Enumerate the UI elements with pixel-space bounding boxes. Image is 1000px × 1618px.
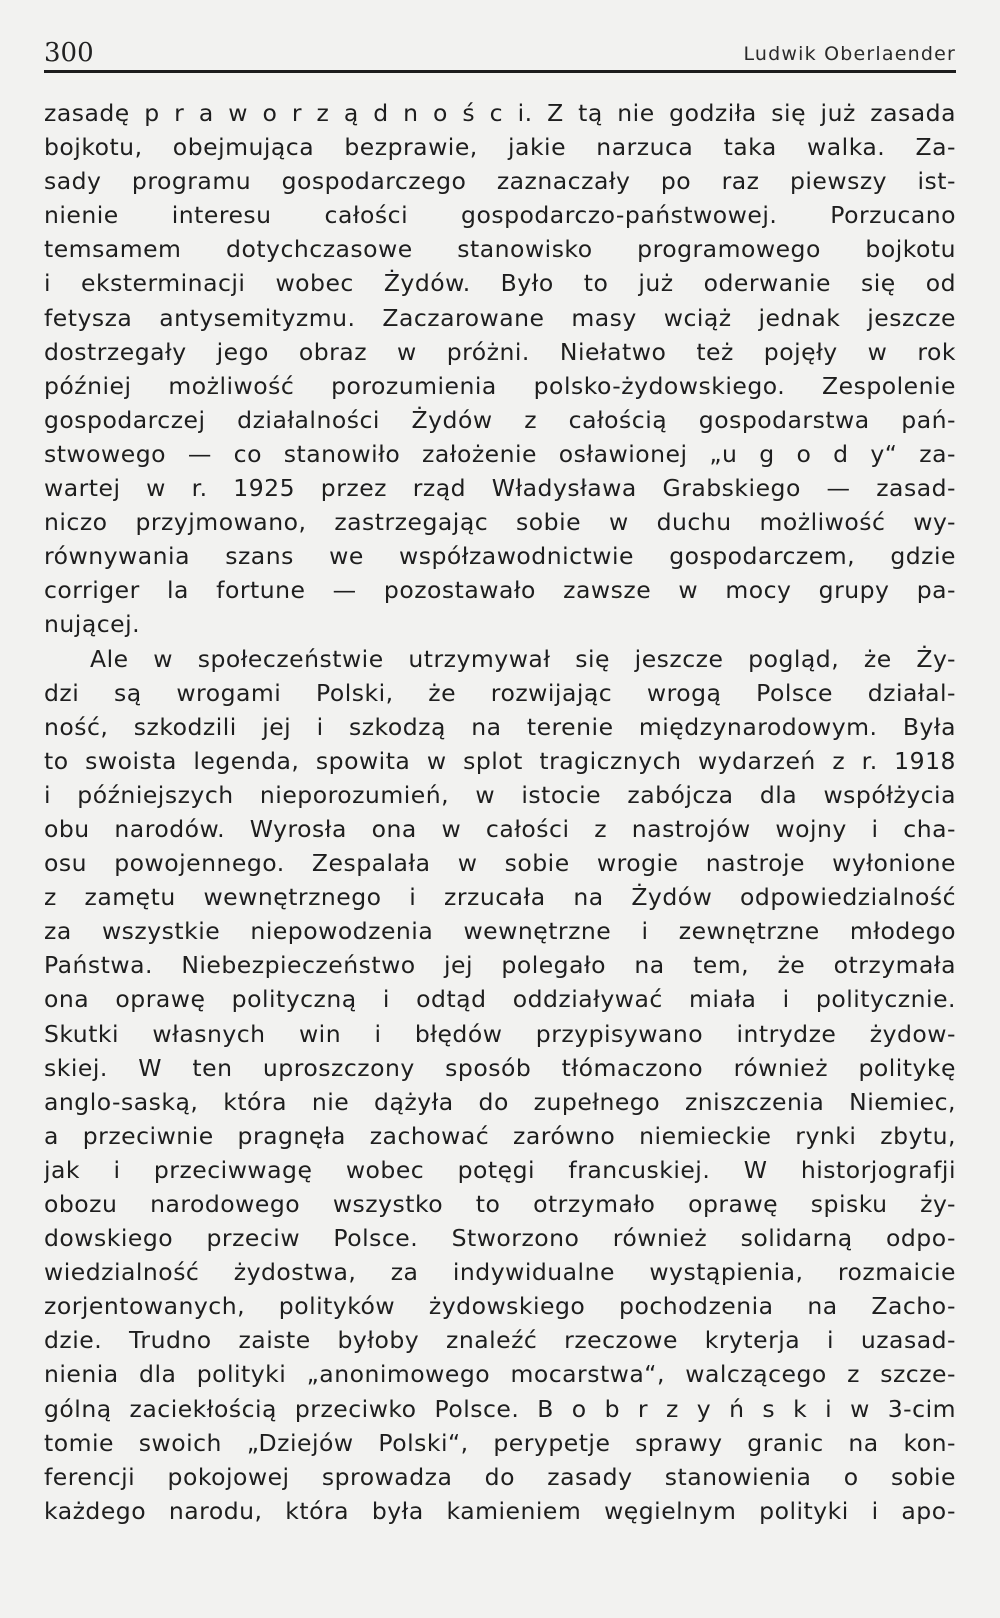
text-line: dzie. Trudno zaiste byłoby znaleźć rzeczowe kryterja i uzasad- (44, 1326, 956, 1355)
text-line: niczo przyjmowano, zastrzegając sobie w duchu możliwość wy- (44, 508, 956, 537)
paragraph-start-line: Ale w społeczeństwie utrzymywał się jeszcze pogląd, że Ży- (90, 644, 956, 673)
body-text (44, 96, 956, 1528)
text-line: jak i przeciwwagę wobec potęgi francuskiej. W historjografji (44, 1155, 956, 1184)
page-number: 300 (44, 38, 94, 68)
running-head (44, 38, 956, 72)
running-head-author: Ludwik Oberlaender (743, 43, 956, 65)
text-line: ona oprawę polityczną i odtąd oddziaływać miała i politycznie. (44, 985, 956, 1014)
text-line: i eksterminacji wobec Żydów. Było to już oderwanie się od (44, 269, 956, 298)
text-line: później możliwość porozumienia polsko-żydowskiego. Zespolenie (44, 371, 956, 400)
text-line: anglo-saską, która nie dążyła do zupełnego zniszczenia Niemiec, (44, 1087, 956, 1116)
text-line: każdego narodu, która była kamieniem węgielnym polityki i apo- (44, 1496, 956, 1525)
text-line: z zamętu wewnętrznego i zrzucała na Żydów odpowiedzialność (44, 883, 956, 912)
text-line: nienie interesu całości gospodarczo-państwowej. Porzucano (44, 201, 956, 230)
text-line: sady programu gospodarczego zaznaczały po raz piewszy ist- (44, 167, 956, 196)
text-line: równywania szans we współzawodnictwie gospodarczem, gdzie (44, 542, 956, 571)
text-line: Skutki własnych win i błędów przypisywano intrydze żydow- (44, 1019, 956, 1048)
text-line: dostrzegały jego obraz w próżni. Niełatwo też pojęły w rok (44, 337, 956, 366)
text-line: i późniejszych nieporozumień, w istocie zabójcza dla współżycia (44, 780, 956, 809)
paragraph-end-line: nującej. (44, 610, 141, 639)
text-line: dzi są wrogami Polski, że rozwijając wrogą Polsce działal- (44, 678, 956, 707)
text-line: za wszystkie niepowodzenia wewnętrzne i zewnętrzne młodego (44, 917, 956, 946)
text-line: bojkotu, obejmująca bezprawie, jakie narzuca taka walka. Za- (44, 133, 956, 162)
text-line: obu narodów. Wyrosła ona w całości z nastrojów wojny i cha- (44, 814, 956, 843)
text-line: nienia dla polityki „anonimowego mocarstwa“, walczącego z szcze- (44, 1360, 956, 1389)
text-line: to swoista legenda, spowita w splot tragicznych wydarzeń z r. 1918 (44, 746, 956, 775)
text-line: skiej. W ten uproszczony sposób tłómaczono również politykę (44, 1053, 956, 1082)
text-line: stwowego — co stanowiło założenie osławionej „u g o d y“ za- (44, 439, 956, 468)
text-line: a przeciwnie pragnęła zachować zarówno niemieckie rynki zbytu, (44, 1121, 956, 1150)
text-line: wiedzialność żydostwa, za indywidualne wystąpienia, rozmaicie (44, 1258, 956, 1287)
header-rule (44, 70, 956, 73)
text-line: gospodarczej działalności Żydów z całością gospodarstwa pań- (44, 405, 956, 434)
text-line: osu powojennego. Zespalała w sobie wrogie nastroje wyłonione (44, 849, 956, 878)
text-line: dowskiego przeciw Polsce. Stworzono również solidarną odpo- (44, 1224, 956, 1253)
text-line: fetysza antysemityzmu. Zaczarowane masy wciąż jednak jeszcze (44, 303, 956, 332)
text-line: zasadę p r a w o r z ą d n o ś c i. Z tą nie godziła się już zasada (44, 99, 956, 127)
text-line: wartej w r. 1925 przez rząd Władysława Grabskiego — zasad- (44, 474, 956, 503)
text-line: ność, szkodzili jej i szkodzą na terenie międzynarodowym. Była (44, 712, 956, 741)
text-line: Państwa. Niebezpieczeństwo jej polegało na tem, że otrzymała (44, 951, 956, 980)
text-line: gólną zaciekłością przeciwko Polsce. B o b r z y ń s k i w 3-cim (44, 1394, 956, 1423)
text-line: ferencji pokojowej sprowadza do zasady stanowienia o sobie (44, 1462, 956, 1491)
text-line: corriger la fortune — pozostawało zawsze w mocy grupy pa- (44, 576, 956, 605)
text-line: temsamem dotychczasowe stanowisko programowego bojkotu (44, 235, 956, 264)
text-line: obozu narodowego wszystko to otrzymało oprawę spisku ży- (44, 1190, 956, 1218)
text-line: zorjentowanych, polityków żydowskiego pochodzenia na Zacho- (44, 1292, 956, 1321)
text-line: tomie swoich „Dziejów Polski“, perypetje sprawy granic na kon- (44, 1428, 956, 1457)
